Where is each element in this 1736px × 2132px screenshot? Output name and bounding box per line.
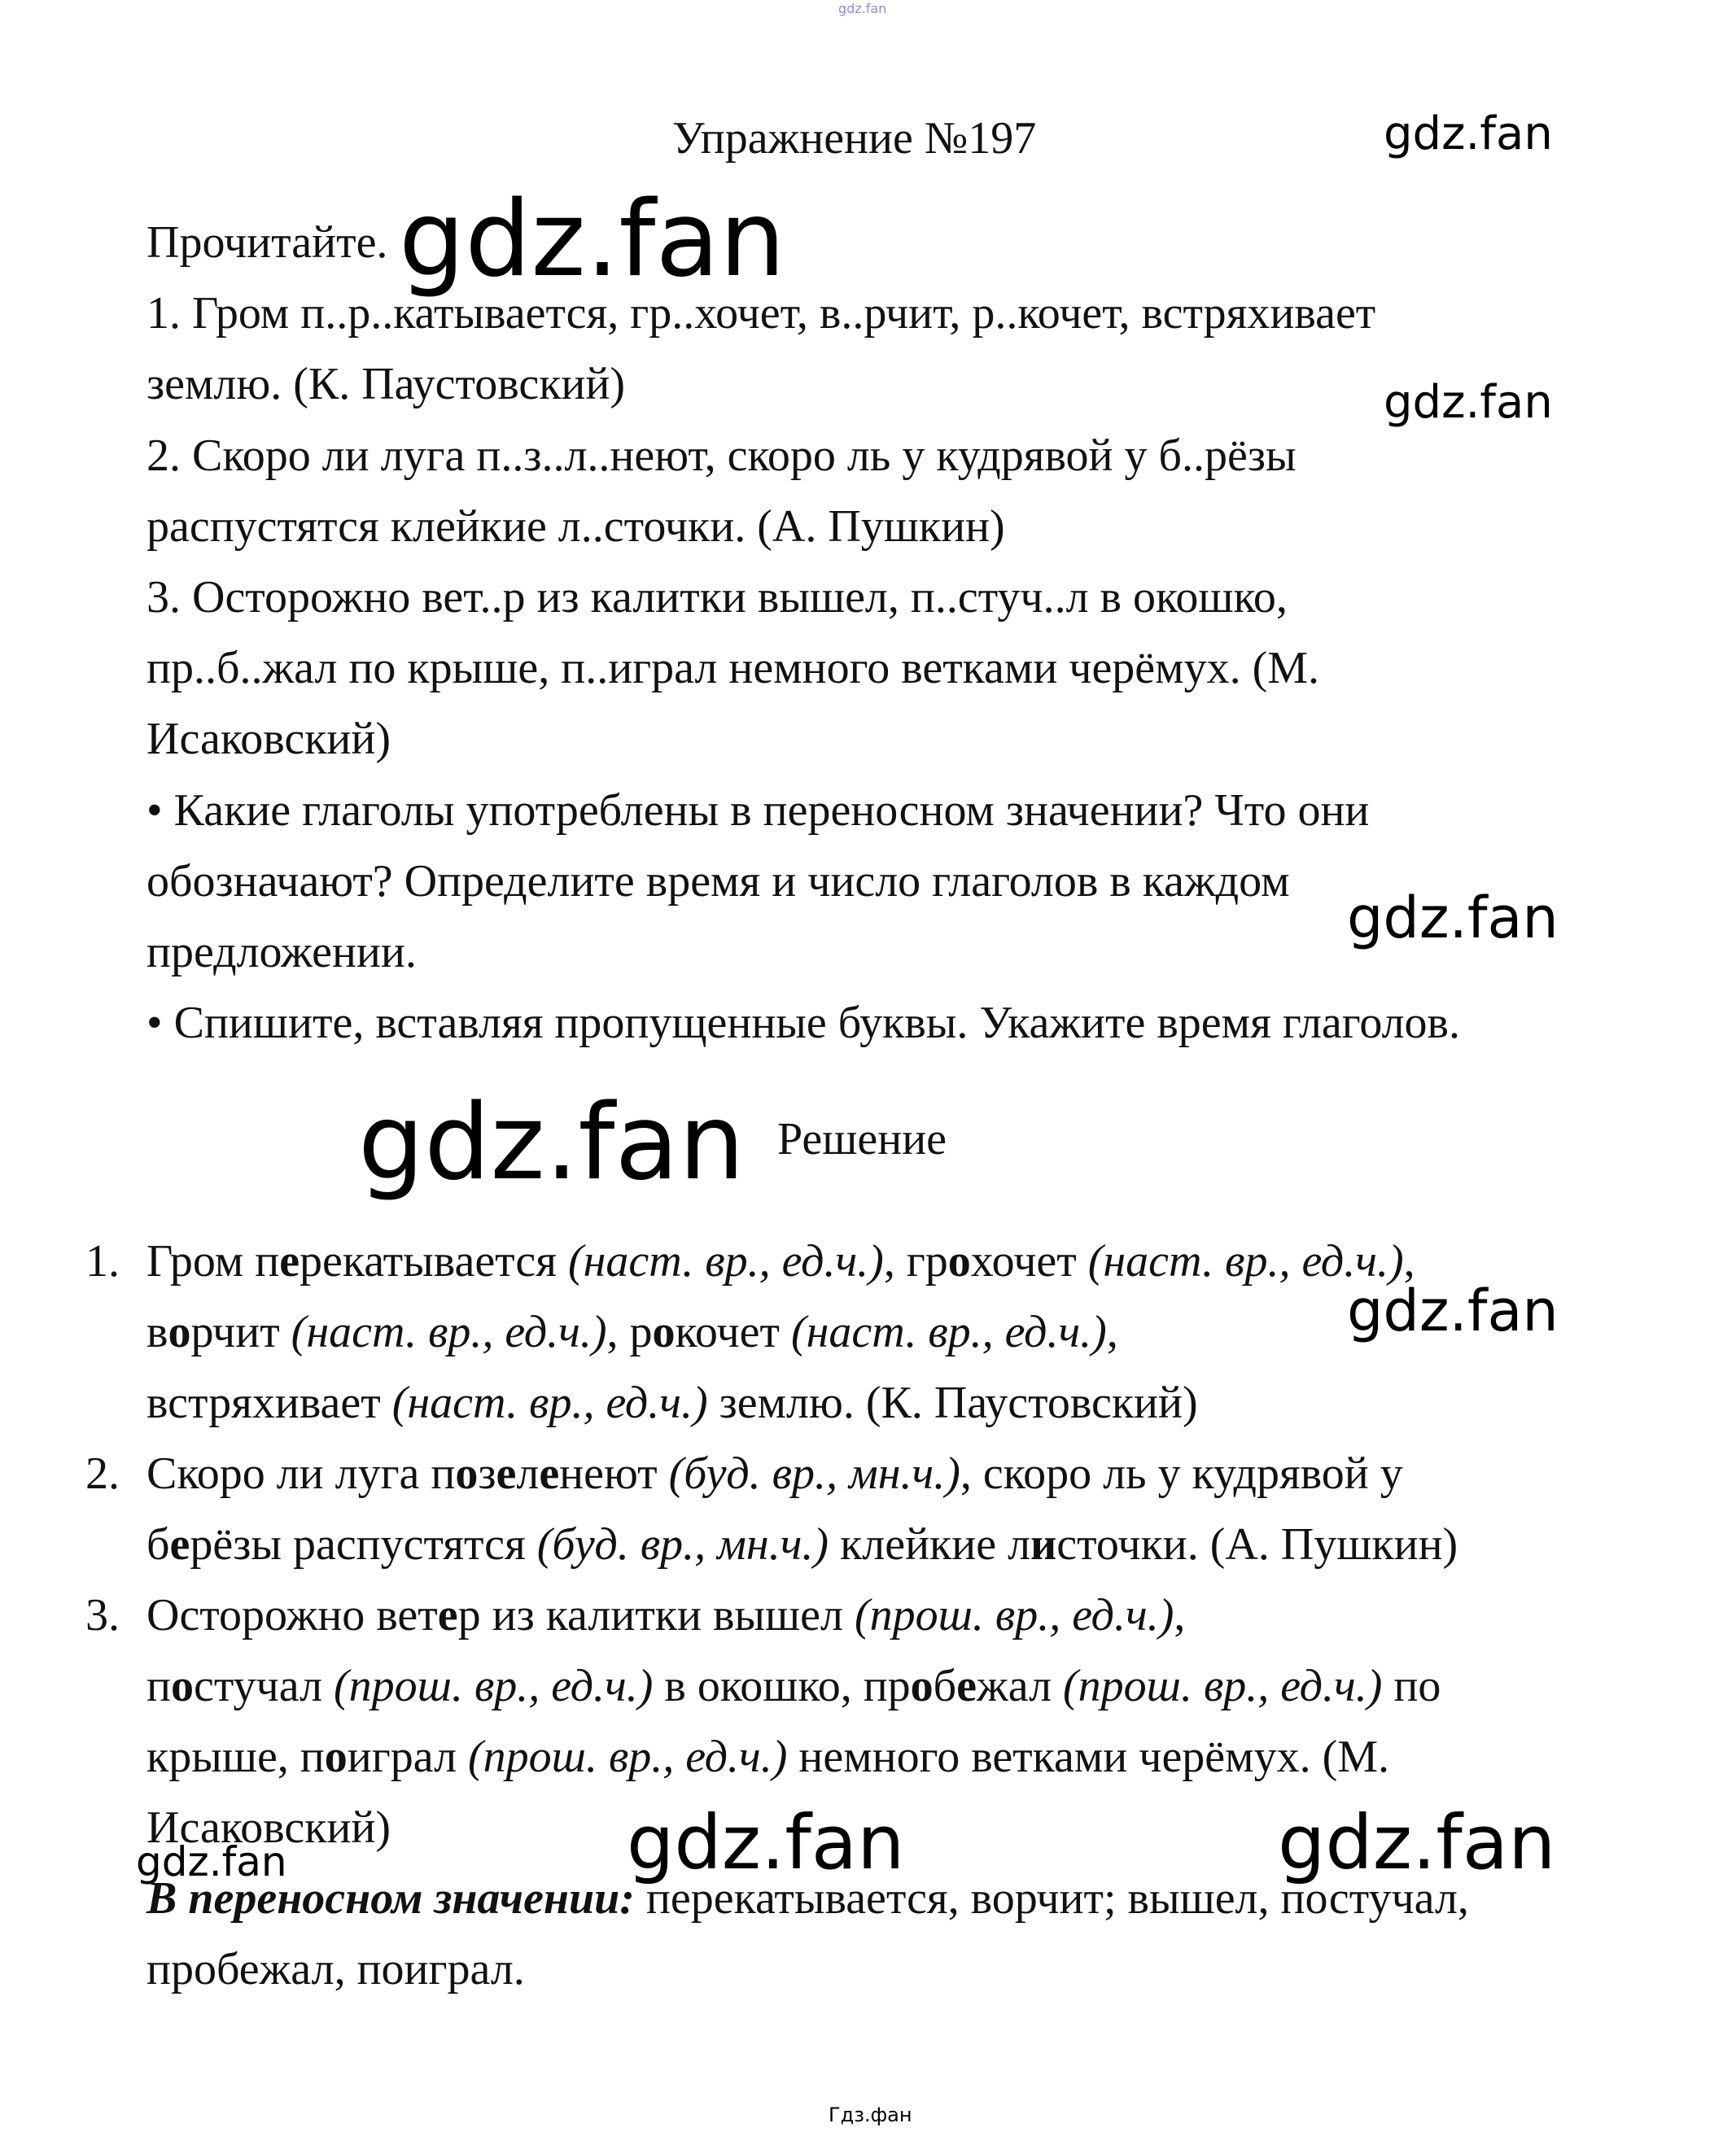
task-line: землю. (К. Паустовский)	[146, 359, 625, 409]
task-line: пр..б..жал по крыше, п..играл немного ветками черёмух. (М.	[146, 643, 1320, 693]
solution-line: крыше, поиграл (прош. вр., ед.ч.) немного ветками черёмух. (М.	[146, 1732, 1390, 1782]
task-line: 2. Скоро ли луга п..з..л..неют, скоро ль у кудрявой у б..рёзы	[146, 430, 1297, 481]
watermark-header: gdz.fan	[1384, 107, 1553, 160]
watermark-bottom: Гдз.фан	[829, 2104, 912, 2126]
task-question: предложении.	[146, 927, 417, 977]
watermark-small: gdz.fan	[136, 1838, 287, 1885]
solution-line: Исаковский)	[146, 1802, 391, 1853]
watermark-large: gdz.fan	[399, 179, 785, 300]
list-number: 3.	[85, 1590, 120, 1641]
solution-line: встряхивает (наст. вр., ед.ч.) землю. (К. Паустовский)	[146, 1378, 1198, 1428]
task-line: Исаковский)	[146, 714, 391, 764]
task-intro: Прочитайте.	[146, 217, 388, 268]
list-number: 2.	[85, 1448, 120, 1499]
solution-line: Скоро ли луга позеленеют (буд. вр., мн.ч.), скоро ль у кудрявой у	[146, 1448, 1403, 1499]
conclusion-line: В переносном значении: перекатывается, ворчит; вышел, постучал,	[146, 1873, 1469, 1924]
solution-line: Осторожно ветер из калитки вышел (прош. вр., ед.ч.),	[146, 1590, 1186, 1641]
solution-line: берёзы распустятся (буд. вр., мн.ч.) клейкие листочки. (А. Пушкин)	[146, 1519, 1458, 1570]
watermark-top: gdz.fan	[838, 1, 887, 16]
watermark-large: gdz.fan	[627, 1799, 905, 1886]
page-title: Упражнение №197	[672, 113, 1037, 164]
solution-line: Гром перекатывается (наст. вр., ед.ч.), грохочет (наст. вр., ед.ч.),	[146, 1236, 1415, 1287]
solution-heading: Решение	[777, 1114, 947, 1164]
watermark-large: gdz.fan	[358, 1082, 745, 1204]
list-number: 1.	[85, 1236, 120, 1287]
watermark: gdz.fan	[1347, 1278, 1559, 1344]
watermark: gdz.fan	[1384, 376, 1553, 429]
task-question: обозначают? Определите время и число глаголов в каждом	[146, 856, 1290, 907]
watermark-large: gdz.fan	[1278, 1799, 1556, 1886]
task-line: распустятся клейкие л..сточки. (А. Пушкин)	[146, 501, 1005, 552]
task-instruction: • Спишите, вставляя пропущенные буквы. Укажите время глаголов.	[146, 998, 1460, 1048]
solution-line: ворчит (наст. вр., ед.ч.), рокочет (наст. вр., ед.ч.),	[146, 1307, 1118, 1357]
task-line: 1. Гром п..р..катывается, гр..хочет, в..рчит, р..кочет, встряхивает	[146, 288, 1376, 339]
conclusion-line: пробежал, поиграл.	[146, 1944, 525, 1994]
watermark: gdz.fan	[1347, 885, 1559, 951]
task-line: 3. Осторожно вет..р из калитки вышел, п..стуч..л в окошко,	[146, 572, 1288, 623]
solution-line: постучал (прош. вр., ед.ч.) в окошко, пробежал (прош. вр., ед.ч.) по	[146, 1661, 1441, 1711]
task-question: • Какие глаголы употреблены в переносном значении? Что они	[146, 785, 1370, 836]
